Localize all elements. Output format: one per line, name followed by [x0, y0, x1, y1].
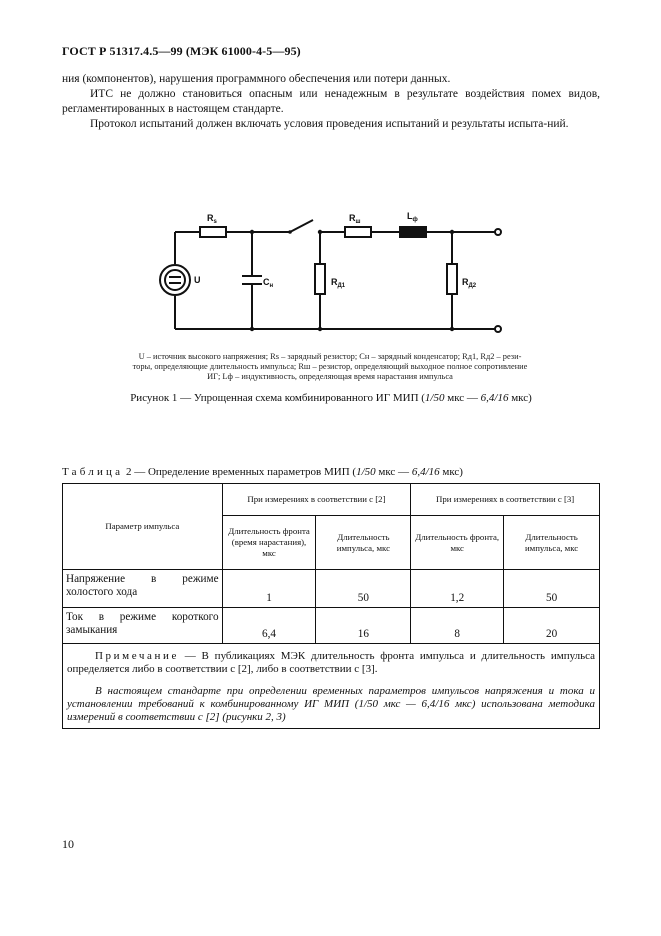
header-group-2: При измерениях в соответствии с [2] — [222, 484, 411, 516]
output-terminal-top — [495, 229, 501, 235]
figure-legend-line-2: торы, определяющие длительность импульса; Rш – резистор, определяющий выходное полное сопротивление — [132, 362, 528, 371]
table-row: Ток в режиме короткого замыкания 6,4 16 8 20 — [63, 608, 600, 644]
header-group-3: При измерениях в соответствии с [3] — [411, 484, 600, 516]
circuit-diagram — [150, 200, 510, 340]
inductor-lf — [400, 227, 426, 237]
header-duration-3: Длительность импульса, мкс — [504, 516, 600, 570]
figure-legend-line-3: ИГ; Lф – индуктивность, определяющая время нарастания импульса — [207, 372, 453, 381]
svg-text:Rш: $R_ш$ — [349, 213, 361, 225]
resistor-rsh — [345, 227, 371, 237]
header-front-2: Длительность фронта (время нарастания), мкс — [222, 516, 316, 570]
header-param: Параметр импульса — [63, 484, 223, 570]
output-terminal-bottom — [495, 326, 501, 332]
svg-text:RД1: $R_{Д1}$ — [331, 277, 346, 289]
header-duration-2: Длительность импульса, мкс — [316, 516, 411, 570]
table-row: Напряжение в режиме холостого хода 1 50 1,2 50 — [63, 570, 600, 608]
svg-text:Lф: $L_ф$ — [407, 211, 418, 223]
svg-text:Cн: $C_н$ — [263, 277, 274, 289]
svg-text:Rs: $R_s$ — [207, 213, 217, 225]
table-title: Таблица 2 — Определение временных параметров МИП (1/50 мкс — 6,4/16 мкс) — [62, 466, 463, 478]
figure-title: Рисунок 1 — Упрощенная схема комбинированного ИГ МИП (1/50 мкс — 6,4/16 мкс) — [130, 392, 532, 404]
resistor-rd2 — [447, 264, 457, 294]
paragraph-1: ния (компонентов), нарушения программного обеспечения или потери данных. — [62, 73, 451, 85]
table-note: Примечание — В публикациях МЭК длительность фронта импульса и длительность импульса определяется либо в соответствии с [2], либо в соответствии с [3]. В настоящем стандарте при определении временных параметров импульсов напряжения и тока и установлении требований к комбинированному ИГ МИП (1/50 мкс — 6,4/16 мкс) использована методика измерений в соответствии с [2] (рисунки 2, 3) — [63, 644, 600, 729]
header-front-3: Длительность фронта, мкс — [411, 516, 504, 570]
figure-legend-line-1: U – источник высокого напряжения; Rs – зарядный резистор; Cн – зарядный конденсатор; Rд1, Rд2 – рези- — [138, 352, 522, 361]
resistor-rd1 — [315, 264, 325, 294]
voltage-source-icon — [160, 265, 190, 295]
resistor-rs — [200, 227, 226, 237]
paragraph-3: Протокол испытаний должен включать условия проведения испытаний и результаты испыта-ний. — [90, 118, 569, 130]
svg-text:U: U — [194, 275, 201, 285]
svg-text:RД2: $R_{Д2}$ — [462, 277, 477, 289]
capacitor-cn — [242, 276, 262, 284]
parameters-table — [62, 483, 600, 729]
paragraph-2: ИТС не должно становиться опасным или ненадежным в результате воздействия помех видов, регламентированных в настоящем стандарте. — [62, 88, 600, 115]
document-header: ГОСТ Р 51317.4.5—99 (МЭК 61000-4-5—95) — [62, 44, 301, 58]
page-number: 10 — [62, 837, 74, 851]
